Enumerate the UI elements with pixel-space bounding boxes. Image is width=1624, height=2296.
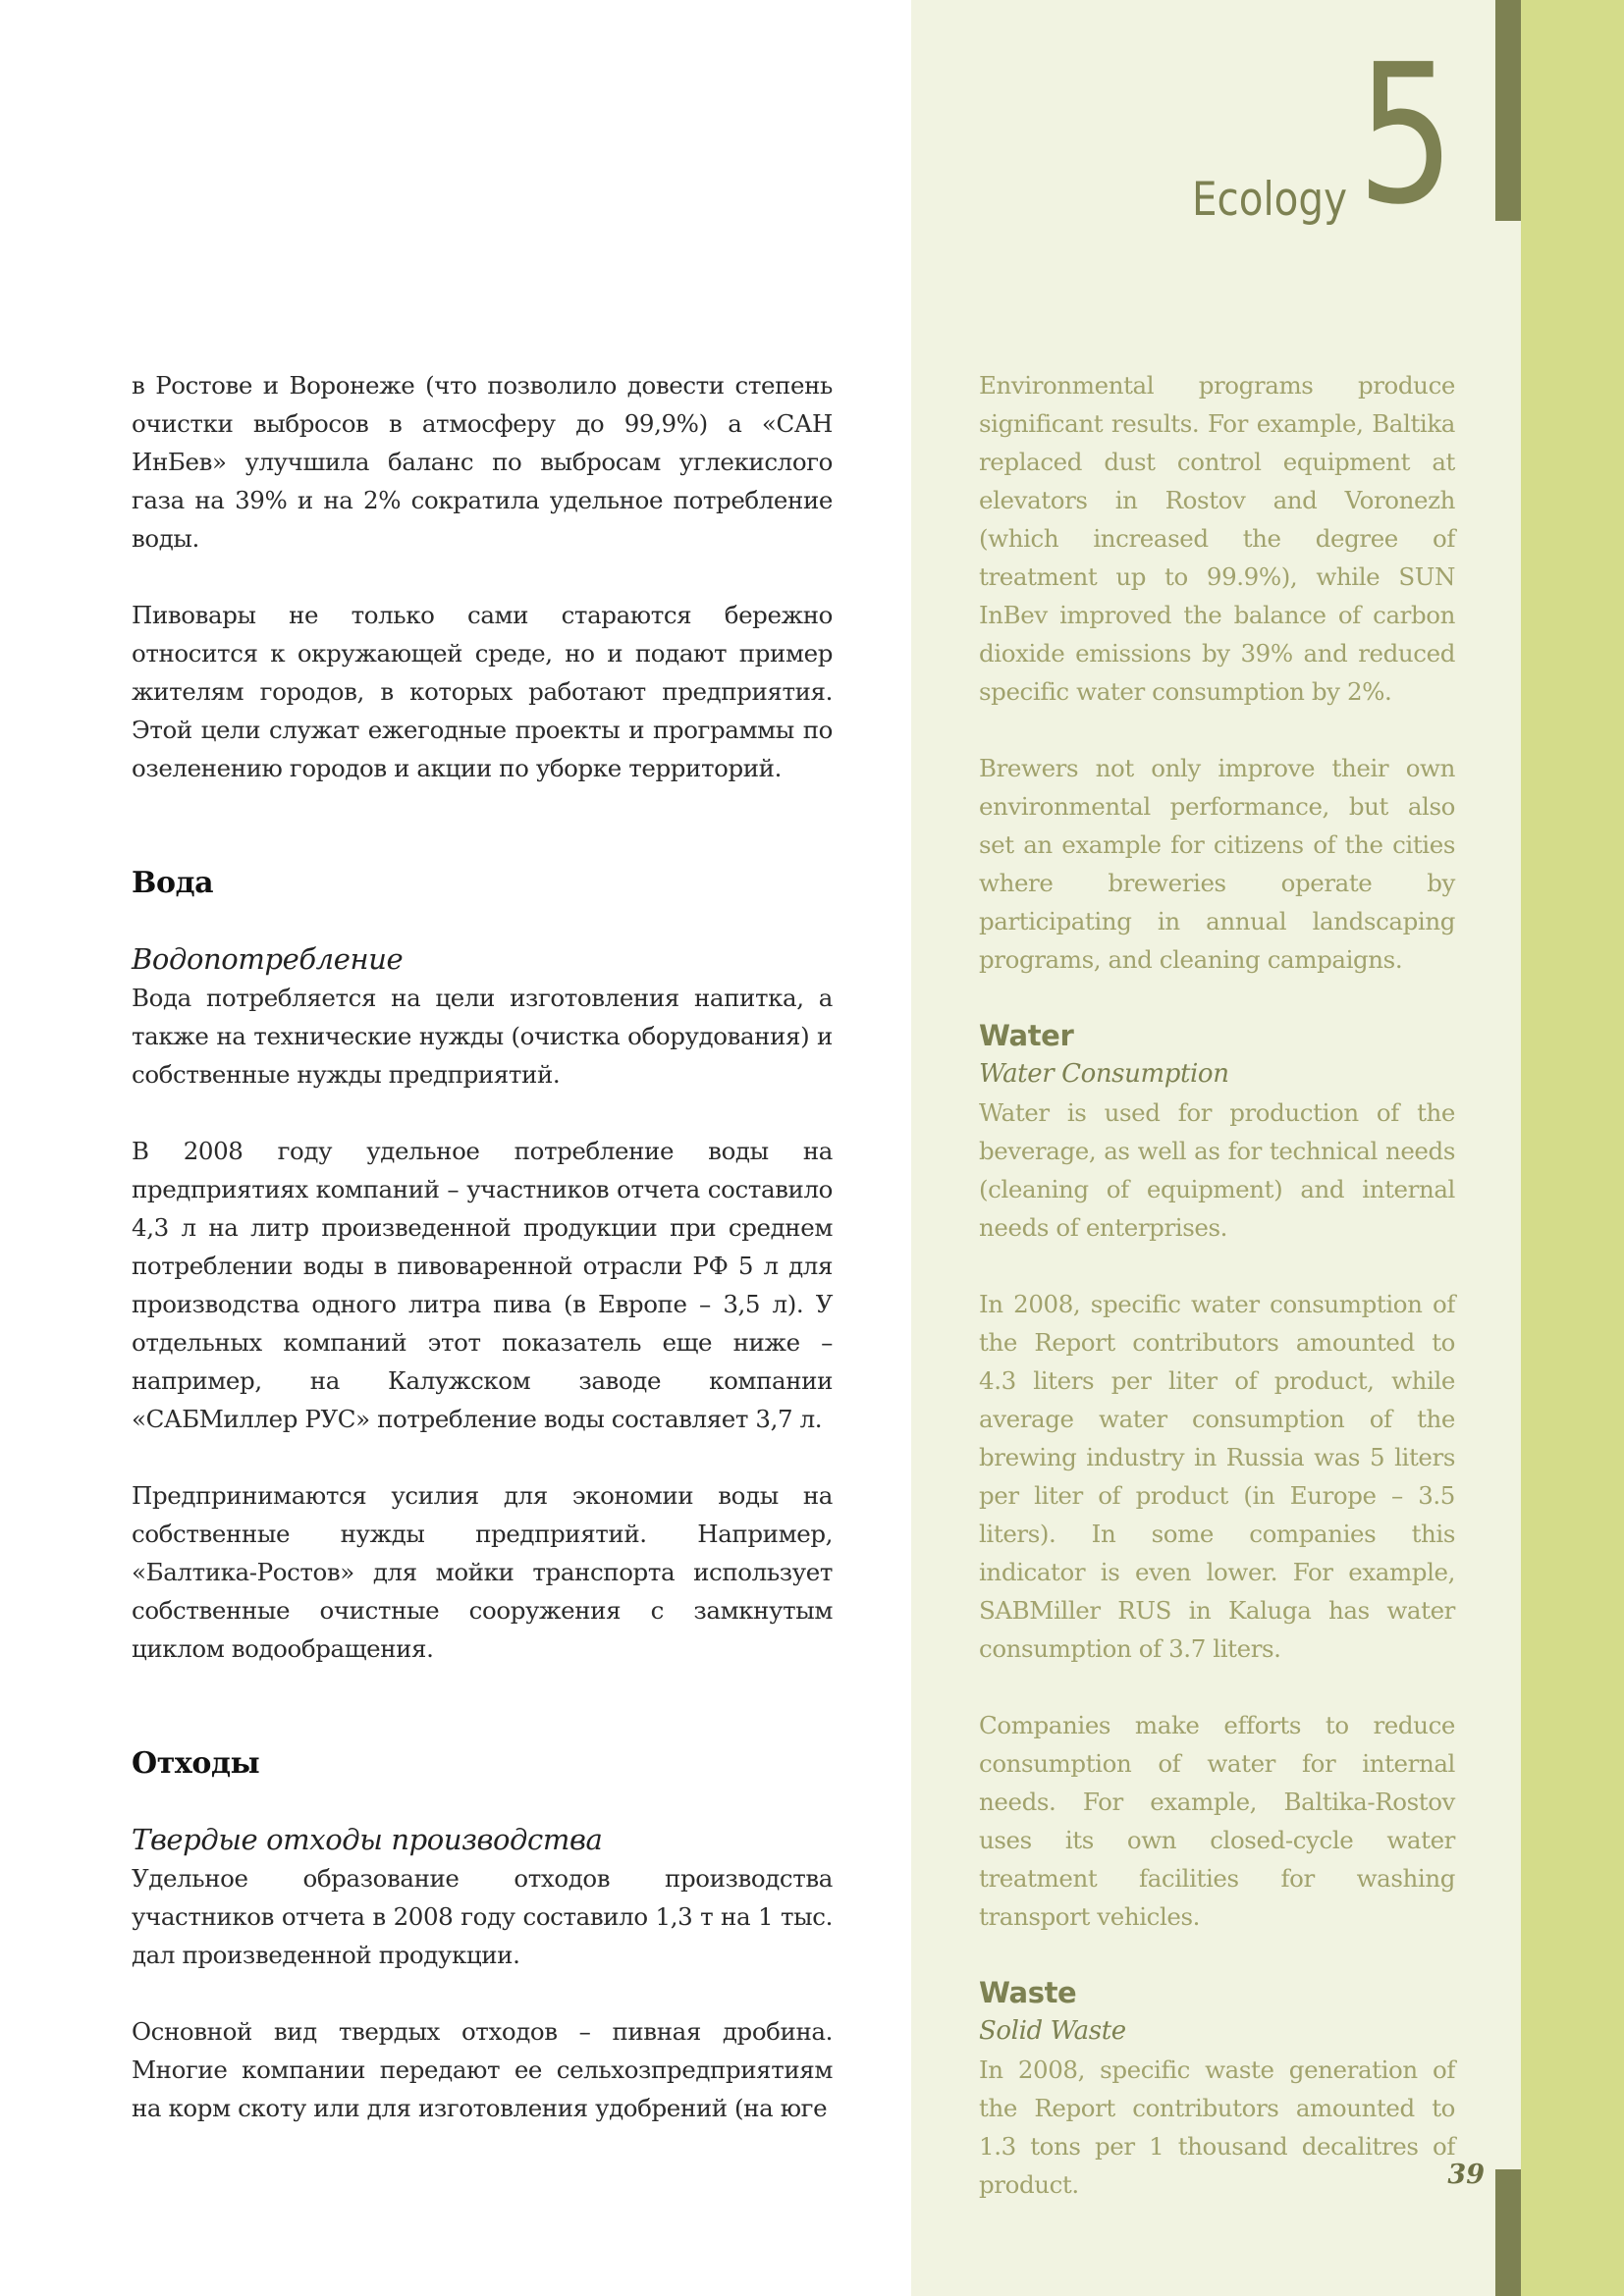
russian-text-column bbox=[132, 366, 833, 2127]
ru-paragraph-3: Вода потребляется на цели изготовления напитка, а также на технические нужды (очистка оборудования) и собственные нужды предприятий. bbox=[132, 984, 833, 1089]
ru-paragraph-5: Предпринимаются усилия для экономии воды на собственные нужды предприятий. Например, «Балтика-Ростов» для мойки транспорта использует собственные очистные сооружения с замкнутым циклом водообращения. bbox=[132, 1481, 833, 1663]
decorative-bottom-bar bbox=[1495, 2169, 1521, 2296]
en-section-heading-waste: Waste bbox=[979, 1976, 1077, 2009]
ru-subheading-water-consumption: Водопотребление bbox=[132, 942, 404, 976]
decorative-top-bar bbox=[1495, 0, 1521, 221]
en-paragraph-1: Environmental programs produce significant results. For example, Baltika replaced dust control equipment at elevators in Rostov and Voronezh (which increased the degree of treatment up to 99.9%), while SUN InBev improved the balance of carbon dioxide emissions by 39% and reduced specific water consumption by 2%. bbox=[979, 371, 1455, 706]
en-subheading-water-consumption: Water Consumption bbox=[979, 1059, 1229, 1089]
chapter-number: 5 bbox=[1357, 24, 1455, 247]
en-section-heading-water: Water bbox=[979, 1019, 1074, 1052]
ru-paragraph-2: Пивовары не только сами стараются бережно относится к окружающей среде, но и подают пример жителям городов, в которых работают предприятия. Этой цели служат ежегодные проекты и программы по озеленению городов и акции по уборке территорий. bbox=[132, 601, 833, 782]
en-paragraph-6: In 2008, specific waste generation of the Report contributors amounted to 1.3 tons per 1 thousand decalitres of product. bbox=[979, 2056, 1455, 2199]
chapter-title: Ecology bbox=[1191, 173, 1347, 227]
page-number: 39 bbox=[1447, 2160, 1485, 2190]
ru-paragraph-7: Основной вид твердых отходов – пивная дробина. Многие компании передают ее сельхозпредприятиям на корм скоту или для изготовления удобрений (на юге bbox=[132, 2017, 833, 2122]
en-paragraph-4: In 2008, specific water consumption of the Report contributors amounted to 4.3 liters per liter of product, while average water consumption of the brewing industry in Russia was 5 liters per liter of product (in Europe – 3.5 liters). In some companies this indicator is even lower. For example, SABMiller RUS in Kaluga has water consumption of 3.7 liters. bbox=[979, 1290, 1455, 1663]
ru-section-heading-waste: Отходы bbox=[132, 1746, 260, 1781]
decorative-side-stripe bbox=[1521, 0, 1624, 2296]
en-paragraph-2: Brewers not only improve their own environmental performance, but also set an example for citizens of the cities where breweries operate by participating in annual landscaping programs, and cleaning campaigns. bbox=[979, 754, 1455, 974]
en-paragraph-3: Water is used for production of the beverage, as well as for technical needs (cleaning of equipment) and internal needs of enterprises. bbox=[979, 1098, 1455, 1242]
ru-section-heading-water: Вода bbox=[132, 866, 214, 900]
ru-paragraph-4: В 2008 году удельное потребление воды на предприятиях компаний – участников отчета составило 4,3 л на литр произведенной продукции при среднем потреблении воды в пивоваренной отрасли РФ 5 л для производства одного литра пива (в Европе – 3,5 л). У отдельных компаний этот показатель еще ниже – например, на Калужском заводе компании «САБМиллер РУС» потребление воды составляет 3,7 л. bbox=[132, 1137, 833, 1433]
ru-paragraph-6: Удельное образование отходов производства участников отчета в 2008 году составило 1,3 т на 1 тыс. дал произведенной продукции. bbox=[132, 1864, 833, 1969]
en-paragraph-5: Companies make efforts to reduce consumption of water for internal needs. For example, Baltika-Rostov uses its own closed-cycle water treatment facilities for washing transport vehicles. bbox=[979, 1711, 1455, 1931]
ru-paragraph-1: в Ростове и Воронеже (что позволило довести степень очистки выбросов в атмосферу до 99,9%) а «САН ИнБев» улучшила баланс по выбросам углекислого газа на 39% и на 2% сократила удельное потребление воды. bbox=[132, 371, 833, 553]
english-text-column bbox=[979, 366, 1455, 2204]
en-subheading-solid-waste: Solid Waste bbox=[979, 2016, 1126, 2046]
ru-subheading-solid-waste: Твердые отходы производства bbox=[132, 1823, 603, 1856]
